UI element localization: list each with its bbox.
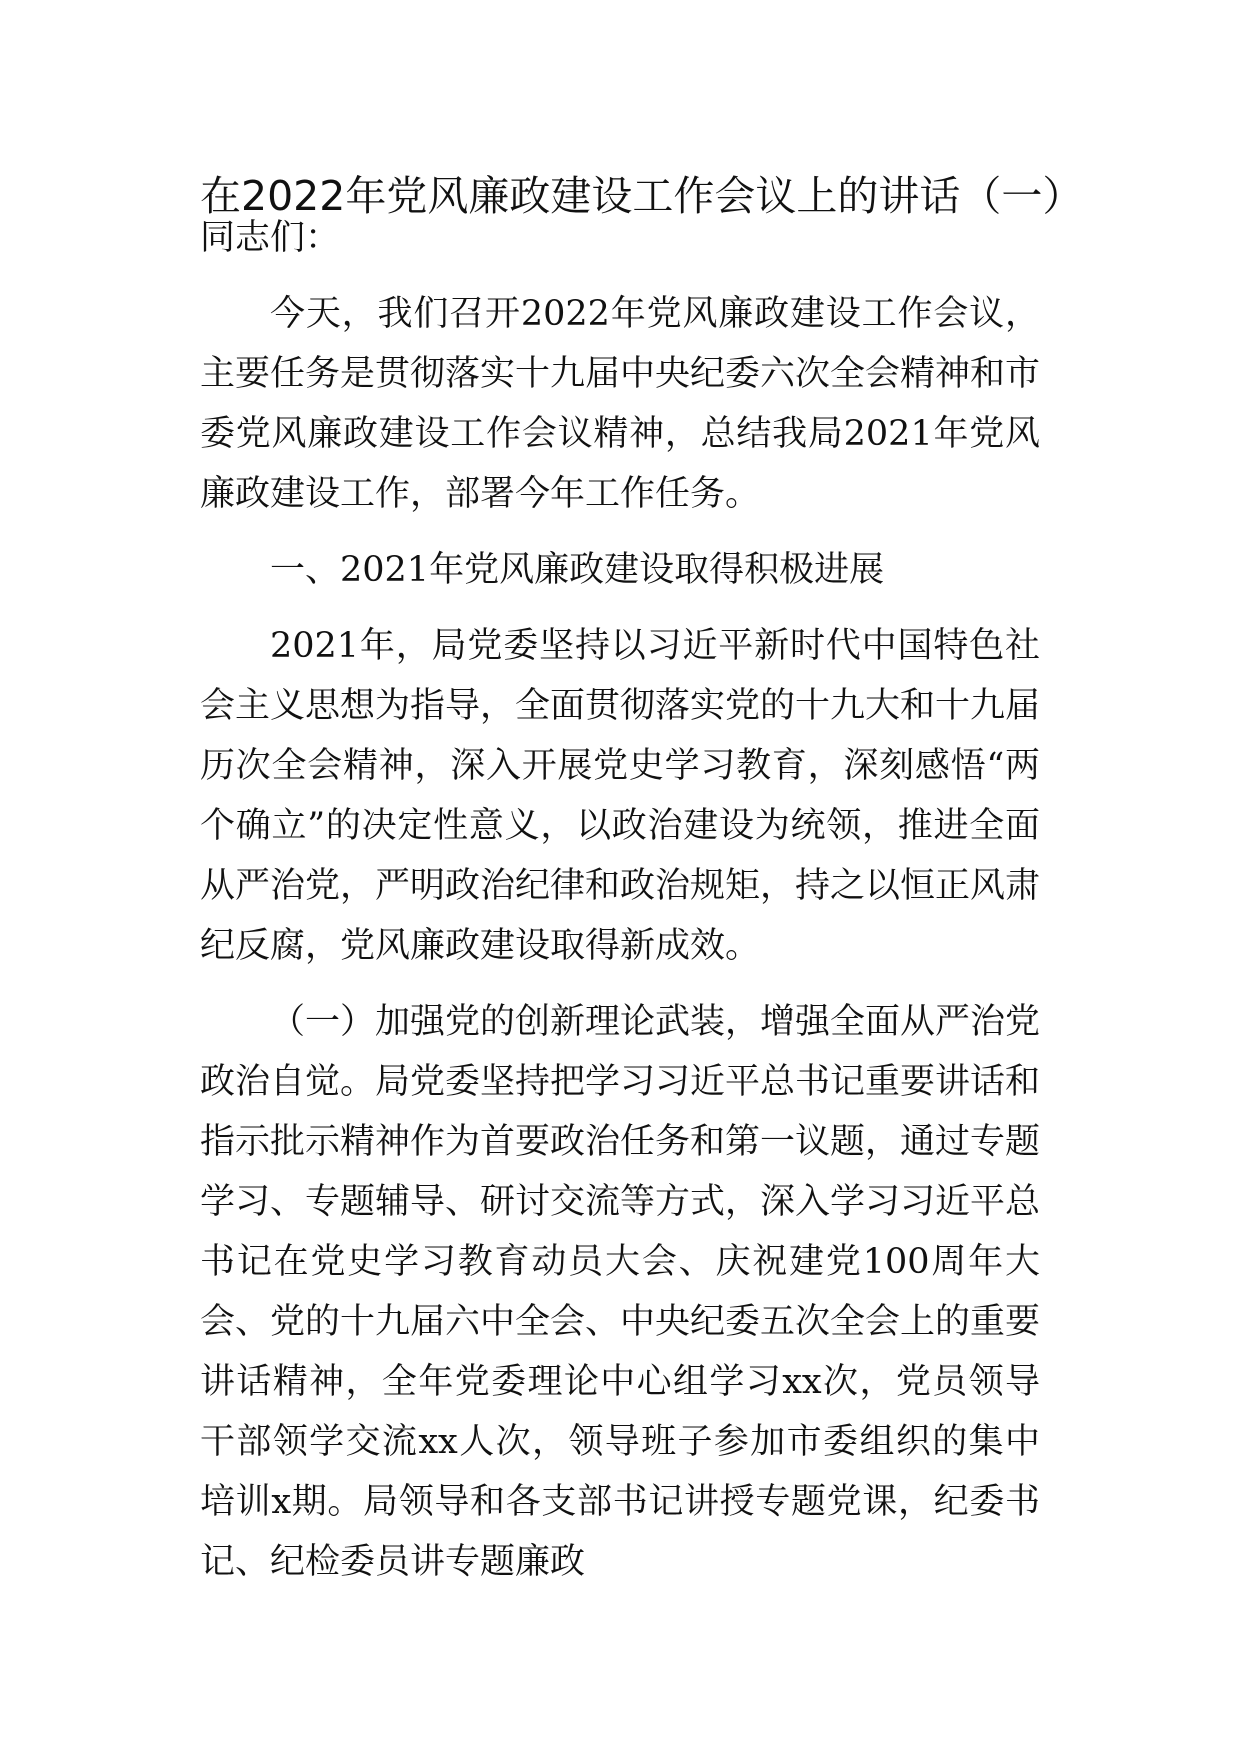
document-title: 在2022年党风廉政建设工作会议上的讲话（一） bbox=[200, 172, 1084, 220]
paragraph-intro: 今天，我们召开2022年党风廉政建设工作会议，主要任务是贯彻落实十九届中央纪委六次全会精神和市委党风廉政建设工作会议精神，总结我局2021年党风廉政建设工作，部署今年工作任务。 bbox=[200, 294, 1041, 514]
paragraph-theory: （一）加强党的创新理论武装，增强全面从严治党政治自觉。局党委坚持把学习习近平总书记重要讲话和指示批示精神作为首要政治任务和第一议题，通过专题学习、专题辅导、研讨交流等方式，深入学习习近平总书记在党史学习教育动员大会、庆祝建党100周年大会、党的十九届六中全会、中央纪委五次全会上的重要讲话精神，全年党委理论中心组学习xx次，党员领导干部领学交流xx人次，领导班子参加市委组织的集中培训x期。局领导和各支部书记讲授专题党课，纪委书记、纪检委员讲专题廉政 bbox=[200, 1002, 1041, 1582]
section-heading: 一、2021年党风廉政建设取得积极进展 bbox=[270, 550, 885, 590]
salutation: 同志们： bbox=[200, 218, 341, 258]
paragraph-summary: 2021年，局党委坚持以习近平新时代中国特色社会主义思想为指导，全面贯彻落实党的十九大和十九届历次全会精神，深入开展党史学习教育，深刻感悟“两个确立”的决定性意义，以政治建设为统领，推进全面从严治党，严明政治纪律和政治规矩，持之以恒正风肃纪反腐，党风廉政建设取得新成效。 bbox=[200, 626, 1041, 966]
document-body bbox=[200, 208, 1040, 1592]
